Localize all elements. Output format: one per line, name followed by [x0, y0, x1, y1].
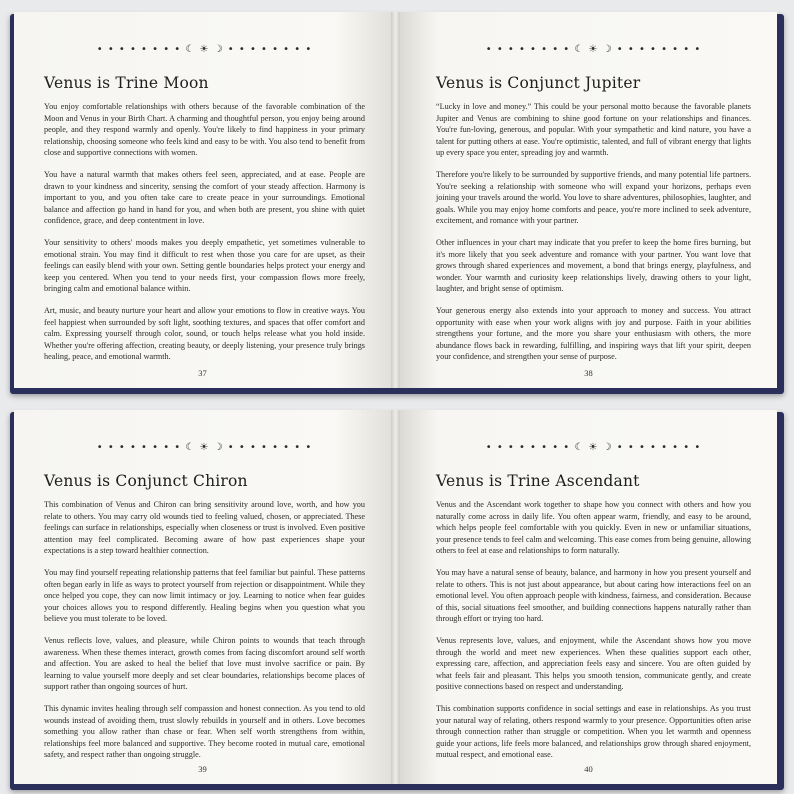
- page-39: [14, 410, 391, 784]
- page-number: 39: [198, 764, 207, 774]
- moon-sun-ornament-icon: • • • • • • • • ☾ ☀ ☽ • • • • • • • •: [485, 442, 702, 453]
- book-gutter: [391, 410, 400, 784]
- paragraph: Venus represents love, values, and enjoyment, while the Ascendant shows how you move through the world and meet new experiences. When these qualities support each other, expressing care, affection, and appreciation feels easy and sincere. You are often guided by what feels fair and pleasant. This helps you smooth tension, communicate gently, and create positive connections based on respect and understanding.: [436, 635, 751, 692]
- page-38: [400, 12, 777, 388]
- page-number: 37: [198, 368, 207, 378]
- paragraph: Venus reflects love, values, and pleasure, while Chiron points to wounds that teach through awareness. When these themes interact, growth comes from facing discomfort around self worth and affection. You are asked to heal the belief that love must involve sacrifice or pain. By learning to value yourself more deeply and set clear boundaries, relationships become places of support rather than ongoing sources of hurt.: [44, 635, 365, 692]
- page-title: Venus is Trine Moon: [44, 74, 209, 92]
- page-title: Venus is Conjunct Jupiter: [436, 74, 641, 92]
- paragraph: Therefore you're likely to be surrounded by supportive friends, and many potential life partners. You're seeking a relationship with someone who will expand your horizons, perhaps even joining your travels around the world. You love to share adventures, philosophies, laughter, and goals. While you may enjoy home comforts and peace, you're more inclined to seek adventure, excitement, and romance with your partner.: [436, 169, 751, 226]
- paragraph: “Lucky in love and money.” This could be your personal motto because the favorable planets Jupiter and Venus are combining to shine good fortune on your relationships and finances. You're fun-loving, generous, and popular. With your sympathetic and kind nature, you have a talent for putting others at ease. You're optimistic, talented, and full of vibrant energy that lights up every space you enter, spreading joy and warmth.: [436, 102, 751, 158]
- book-spread-top: [0, 4, 794, 394]
- paragraph: You may have a natural sense of beauty, balance, and harmony in how you present yourself and relate to others. This is not just about appearance, but about caring how interactions feel on an emotional level. You often approach people with kindness, fairness, and consideration. Because of this, social situations feel smoother, and building connections happens naturally rather than through effort or trying too hard.: [436, 567, 751, 624]
- paragraph: You have a natural warmth that makes others feel seen, appreciated, and at ease. People are drawn to your kindness and sincerity, sensing the comfort of your steady affection. Harmony is important to you, and you often take care to create peace in your surroundings. Emotional balance and affection go hand in hand for you, and when both are present, you shine with quiet confidence, grace, and deep contentment in love.: [44, 169, 365, 226]
- paragraph: Other influences in your chart may indicate that you prefer to keep the home fires burning, but it's more likely that you seek adventure and romance with your partner. You want love that grows through shared experiences and movement, a bond that brings energy, playfulness, and wonder. Your warmth and curiosity keep relationships lively, drawing others to your light, laughter, and bright sense of optimism.: [436, 237, 751, 294]
- paragraph: This dynamic invites healing through self compassion and honest connection. As you tend to old wounds instead of avoiding them, trust slowly rebuilds in yourself and in others. Love becomes something you allow rather than chase or fear. When self worth strengthens from within, relationships feel more balanced and supportive. They become rooted in mutual care, emotional safety, and respect rather than ongoing struggle.: [44, 703, 365, 760]
- page-title: Venus is Trine Ascendant: [436, 472, 640, 490]
- moon-sun-ornament-icon: • • • • • • • • ☾ ☀ ☽ • • • • • • • •: [96, 442, 313, 453]
- page-title: Venus is Conjunct Chiron: [44, 472, 248, 490]
- page-number: 40: [584, 764, 593, 774]
- paragraph: Art, music, and beauty nurture your heart and allow your emotions to flow in creative ways. You feel happiest when surrounded by soft light, soothing textures, and spaces that offer comfort and calm. Expressing yourself through color, sound, or touch helps release what you hold inside. Whether you're offering affection, creating beauty, or deeply listening, your presence truly brings healing, peace, and emotional warmth.: [44, 305, 365, 362]
- book-gutter: [391, 12, 400, 388]
- paragraph: Your generous energy also extends into your approach to money and success. You attract opportunity with ease when your work aligns with joy and purpose. Faith in your abilities strengthens your fortune, and the more you share your enthusiasm with others, the more abundance flows back in rewarding, fulfilling, and inspiring ways that lift your spirit, deepen your confidence, and strengthen your sense of purpose.: [436, 305, 751, 362]
- paragraph: Your sensitivity to others' moods makes you deeply empathetic, yet sometimes vulnerable to emotional strain. You may find it difficult to rest when those you care for are upset, as their feelings can easily blend with your own. Setting gentle boundaries helps protect your energy and keep you centered. When you tend to your needs first, your compassion flows more freely, bringing calm and emotional balance within.: [44, 237, 365, 294]
- paragraph: You enjoy comfortable relationships with others because of the favorable combination of the Moon and Venus in your Birth Chart. A charming and thoughtful person, you enjoy being around people, and they respond warmly and openly. You're likely to find happiness in your primary relationship, choosing someone who feels kind and easy to be with. You also tend to benefit from close and supportive connections with women.: [44, 102, 365, 158]
- book-spread-bottom: [0, 402, 794, 790]
- paragraph: Venus and the Ascendant work together to shape how you connect with others and how you naturally come across in daily life. You often appear warm, friendly, and easy to be around, which helps people feel comfortable with you quickly. Even in new or unfamiliar situations, your presence tends to feel calm and welcoming. This ease comes from being genuine, allowing others to feel at ease and relationships to form naturally.: [436, 500, 751, 556]
- paragraph: This combination of Venus and Chiron can bring sensitivity around love, worth, and how you relate to others. You may carry old wounds tied to feeling valued, chosen, or appreciated. These feelings can surface in relationships, especially when closeness or trust is involved. Even positive attention may feel complicated. Becoming aware of how past experiences shape your expectations is a step toward healthier connection.: [44, 500, 365, 556]
- page-37: [14, 12, 391, 388]
- paragraph: This combination supports confidence in social settings and ease in relationships. As you trust your natural way of relating, others respond warmly to your presence. Opportunities often arise through connection rather than struggle or competition. When you let warmth and openness guide your actions, life feels more balanced, and relationships grow through shared enjoyment, mutual respect, and emotional ease.: [436, 703, 751, 760]
- paragraph: You may find yourself repeating relationship patterns that feel familiar but painful. These patterns often began early in life as ways to protect yourself from rejection or disappointment. While they once helped you cope, they can now limit intimacy or joy. Learning to notice when fear guides your choices allows you to respond differently. Healing begins when you question what you believe you must tolerate to be loved.: [44, 567, 365, 624]
- page-40: [400, 410, 777, 784]
- moon-sun-ornament-icon: • • • • • • • • ☾ ☀ ☽ • • • • • • • •: [96, 44, 313, 55]
- page-number: 38: [584, 368, 593, 378]
- moon-sun-ornament-icon: • • • • • • • • ☾ ☀ ☽ • • • • • • • •: [485, 44, 702, 55]
